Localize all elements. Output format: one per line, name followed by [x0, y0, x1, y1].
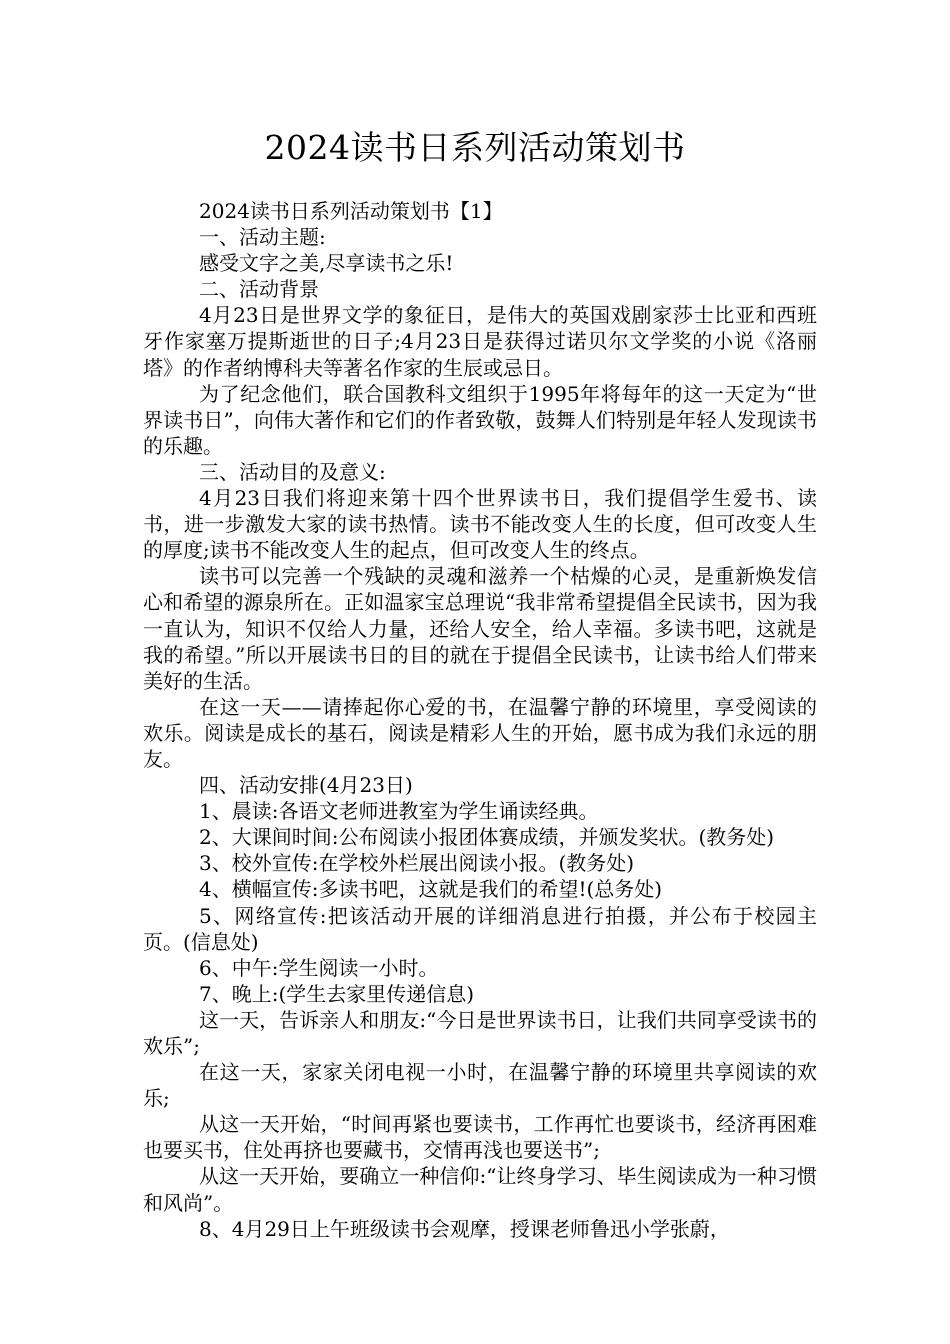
section-heading-background: 二、活动背景 [199, 277, 319, 302]
paragraph: 从这一天开始，“时间再紧也要读书，工作再忙也要谈书，经济再困难也要买书，住处再挤也要藏书，交情再浅也要送书”; [143, 1112, 817, 1163]
paragraph: 这一天，告诉亲人和朋友:“今日是世界读书日，让我们共同享受读书的欢乐”; [143, 1007, 817, 1058]
section-heading-theme: 一、活动主题: [199, 225, 326, 250]
paragraph: 4月23日是世界文学的象征日，是伟大的英国戏剧家莎士比亚和西班牙作家塞万提斯逝世的日子;4月23日是获得过诺贝尔文学奖的小说《洛丽塔》的作者纳博科夫等著名作家的生辰或忌日。 [143, 303, 817, 380]
list-item: 4、横幅宣传:多读书吧，这就是我们的希望!(总务处) [199, 877, 663, 902]
list-item: 2、大课间时间:公布阅读小报团体赛成绩，并颁发奖状。(教务处) [199, 825, 775, 850]
list-item: 7、晚上:(学生去家里传递信息) [199, 981, 475, 1006]
paragraph: 从这一天开始，要确立一种信仰:“让终身学习、毕生阅读成为一种习惯和风尚”。 [143, 1164, 817, 1215]
paragraph: 在这一天，家家关闭电视一小时，在温馨宁静的环境里共享阅读的欢乐; [143, 1060, 817, 1111]
subtitle-paragraph: 2024读书日系列活动策划书【1】 [199, 199, 503, 223]
paragraph: 在这一天——请捧起你心爱的书，在温馨宁静的环境里，享受阅读的欢乐。阅读是成长的基石，阅读是精彩人生的开始，愿书成为我们永远的朋友。 [143, 694, 817, 771]
list-item: 8、4月29日上午班级读书会观摩，授课老师鲁迅小学张蔚， [199, 1216, 730, 1241]
paragraph: 为了纪念他们，联合国教科文组织于1995年将每年的这一天定为“世界读书日”，向伟大著作和它们的作者致敬，鼓舞人们特别是年轻人发现读书的乐趣。 [143, 381, 817, 458]
paragraph: 读书可以完善一个残缺的灵魂和滋养一个枯燥的心灵，是重新焕发信心和希望的源泉所在。正如温家宝总理说“我非常希望提倡全民读书，因为我一直认为，知识不仅给人力量，还给人安全，给人幸福。多读书吧，这就是我的希望。”所以开展读书日的目的就在于提倡全民读书，让读书给人们带来美好的生活。 [143, 564, 817, 693]
section-heading-schedule: 四、活动安排(4月23日) [199, 773, 413, 798]
list-item: 5、网络宣传:把该活动开展的详细消息进行拍摄，并公布于校园主页。(信息处) [143, 903, 817, 954]
list-item: 6、中午:学生阅读一小时。 [199, 955, 439, 980]
paragraph: 4月23日我们将迎来第十四个世界读书日，我们提倡学生爱书、读书，进一步激发大家的读书热情。读书不能改变人生的长度，但可改变人生的厚度;读书不能改变人生的起点，但可改变人生的终点。 [143, 486, 817, 563]
section-heading-purpose: 三、活动目的及意义: [199, 459, 386, 484]
document-body [143, 198, 817, 1242]
list-item: 3、校外宣传:在学校外栏展出阅读小报。(教务处) [199, 851, 635, 876]
document-title: 2024读书日系列活动策划书 [264, 128, 686, 167]
paragraph: 感受文字之美,尽享读书之乐! [199, 251, 454, 276]
list-item: 1、晨读:各语文老师进教室为学生诵读经典。 [199, 799, 599, 824]
